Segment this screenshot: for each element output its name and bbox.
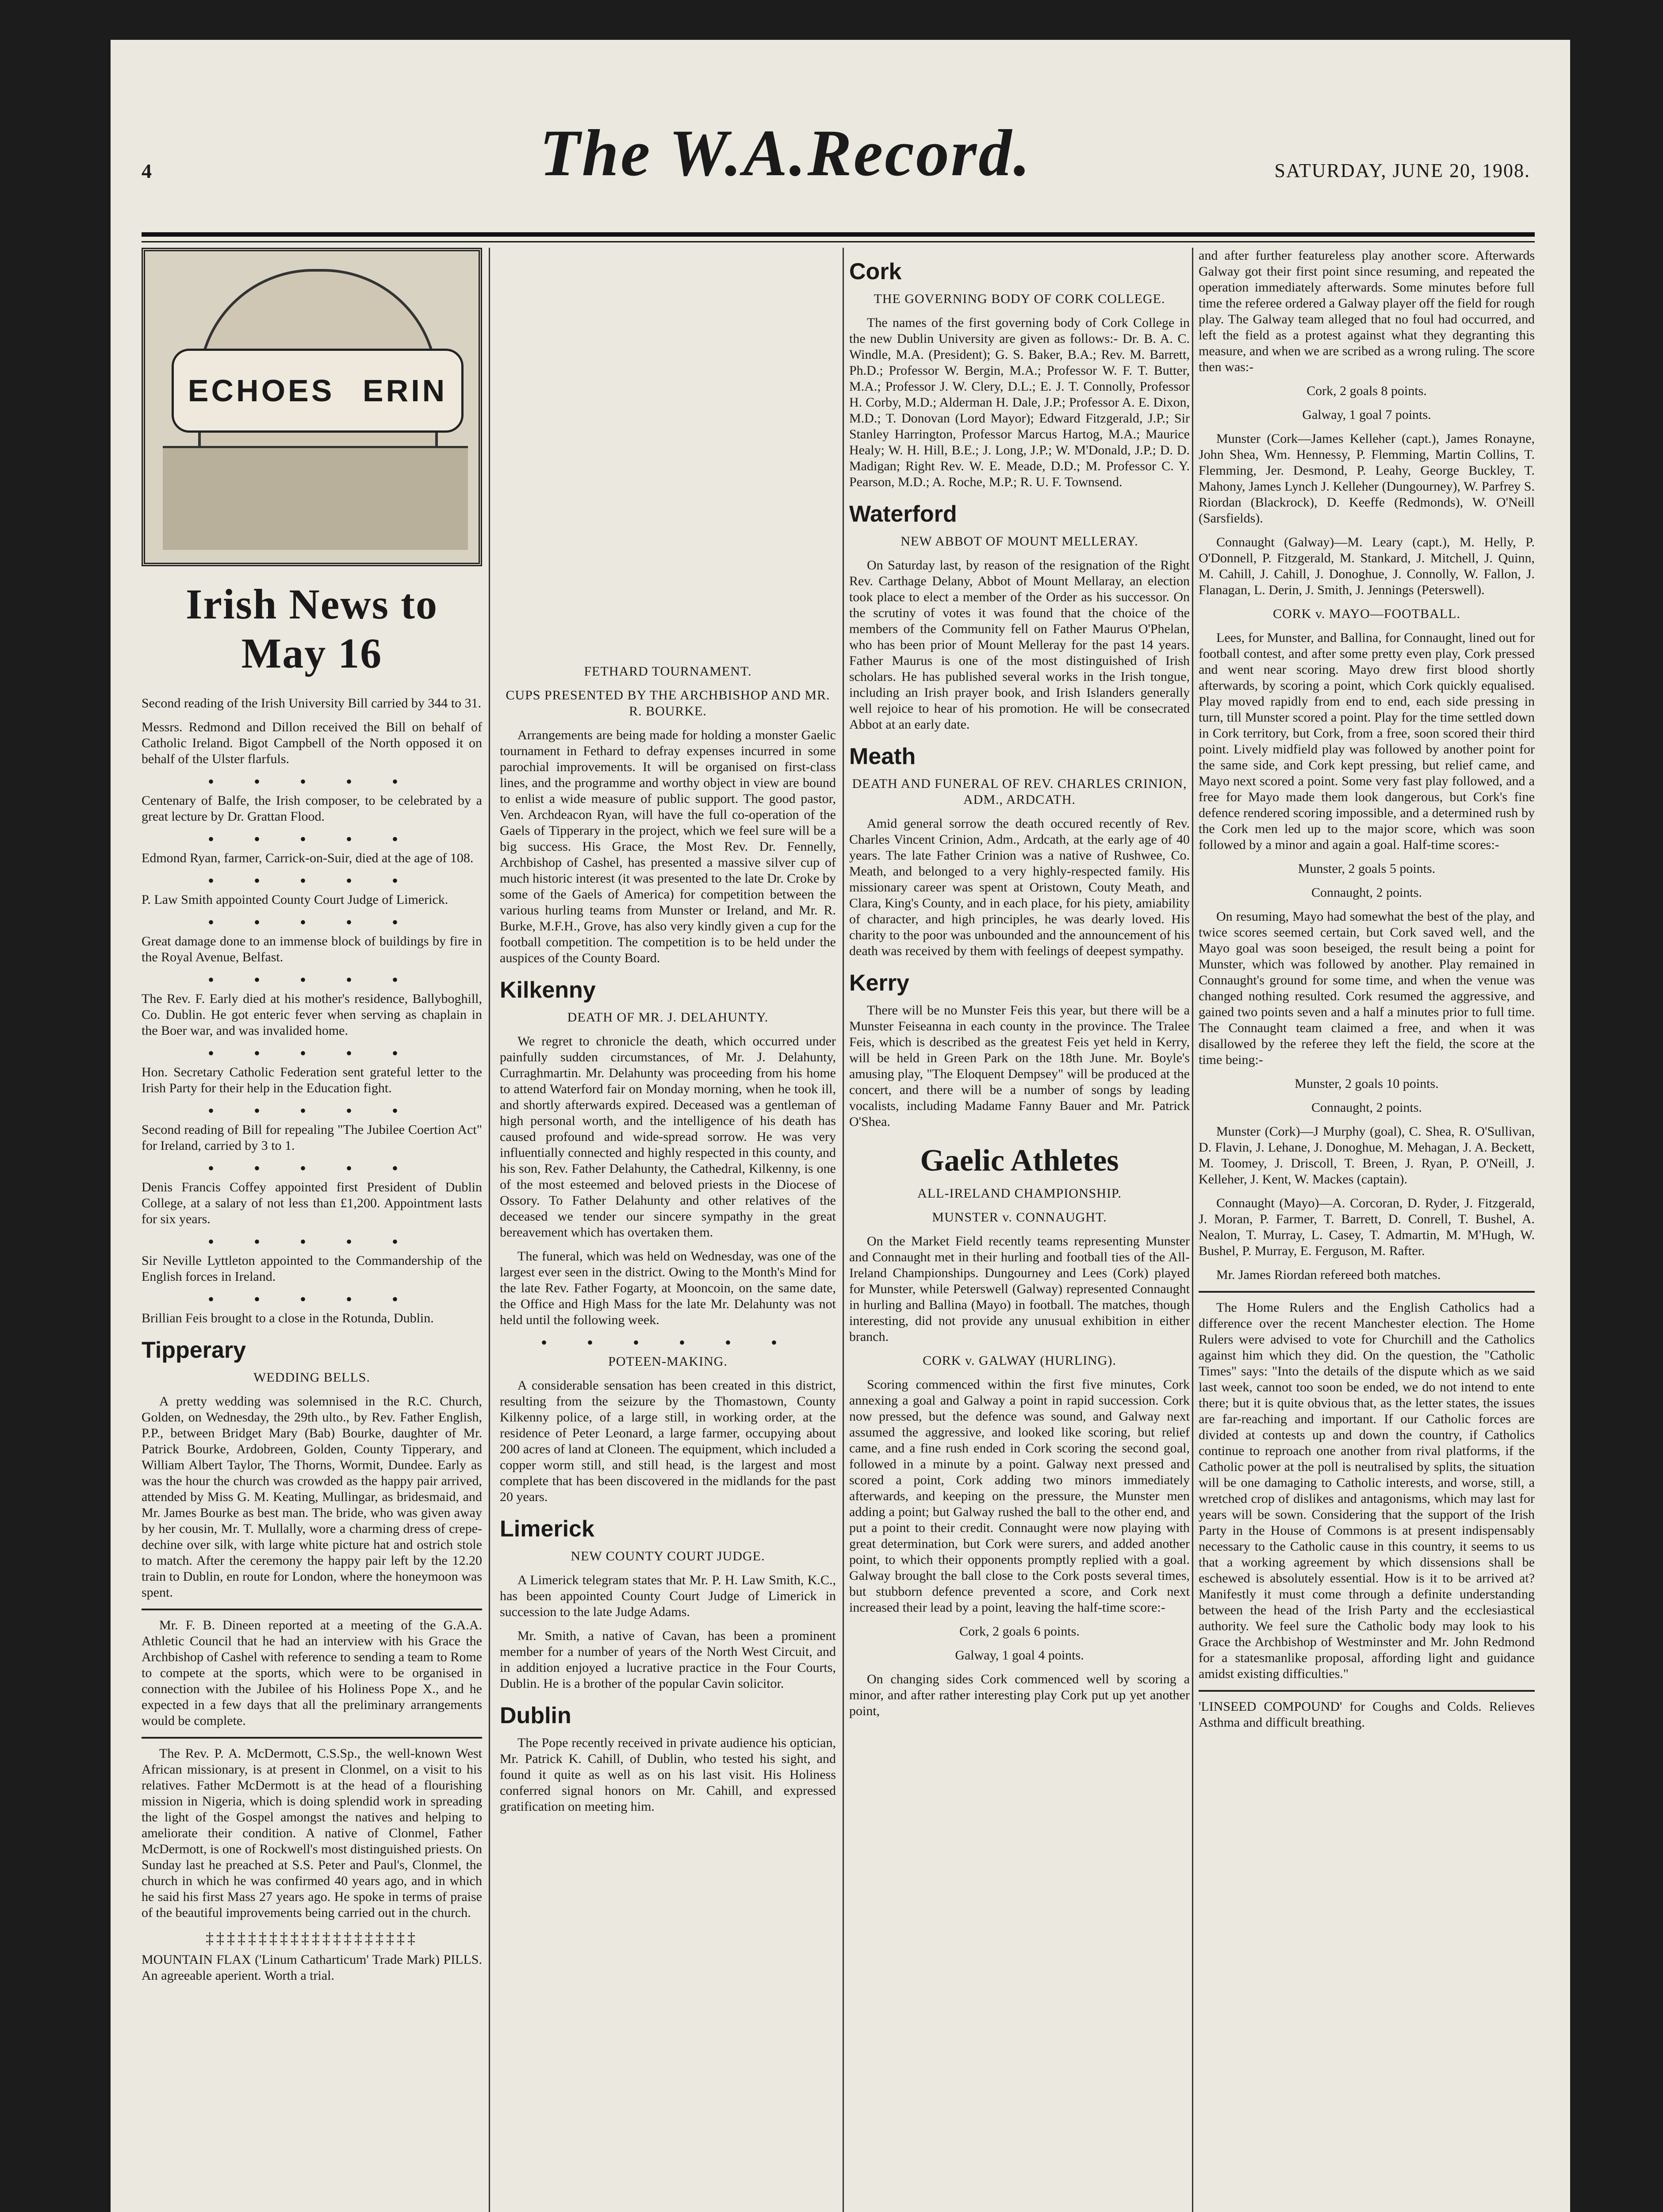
article-paragraph: On changing sides Cork commenced well by scoring a minor, and after rather interesting play Cork put up yet another point, bbox=[849, 1672, 1190, 1718]
county-heading-dublin: Dublin bbox=[500, 1703, 571, 1728]
news-item: Messrs. Redmond and Dillon received the Bill on behalf of Catholic Ireland. Bigot Campbell of the North opposed it on behalf of the Ulster flarfuls. bbox=[142, 720, 482, 766]
section-heading: Irish News to May 16 bbox=[186, 580, 438, 677]
county-heading-limerick: Limerick bbox=[500, 1516, 594, 1542]
illustration-landscape bbox=[163, 446, 468, 550]
article-paragraph: We regret to chronicle the death, which occurred under painfully sudden circumstances, of Mr. J. Delahunty, Curraghmartin. Mr. Delahunty was proceeding from his home to attend Waterford fair on Monday morning, when he took ill, and shortly afterwards expired. Deceased was a gentleman of high personal worth, and the intelligence of his death has caused profound and wide-spread sorrow. He was very influentially connected and highly respected in this county, and his son, Rev. Father Delahunty, the Cathedral, Kilkenny, is one of the most esteemed and beloved priests in the Diocese of Ossory. To Father Delahunty and other relatives of the deceased we tender our sincere sympathy in the great bereavement which has overtaken them. bbox=[500, 1034, 836, 1240]
score-line: Cork, 2 goals 8 points. bbox=[1307, 384, 1427, 398]
ornamental-rule: ‡‡‡‡‡‡‡‡‡‡‡‡‡‡‡‡‡‡‡‡ bbox=[206, 1929, 418, 1947]
column-3 bbox=[849, 248, 1190, 1727]
article-paragraph: Arrangements are being made for holding a monster Gaelic tournament in Fethard to defray expenses incurred in some parochial improvements. It will be organised on first-class lines, and the programme and worthy object in view are bound to enlist a wide measure of public support. The good pastor, Ven. Archdeacon Ryan, will have the full co-operation of the Gaels of Tipperary in the project, which we feel sure will be a big success. His Grace, the Most Rev. Dr. Fennelly, Archbishop of Cashel, has presented a massive silver cup of much historic interest (it was presented to the late Dr. Croke by some of the Gaels of America) for competition between the various hurling teams from Munster or Ireland, and Mr. R. Burke, M.F.H., Grove, has also very kindly given a cup for the football competition. The competition is to be held under the auspices of the County Board. bbox=[500, 728, 836, 965]
article-paragraph: There will be no Munster Feis this year, but there will be a Munster Feiseanna in each county in the province. The Tralee Feis, which is described as the greatest Feis yet held in Kerry, will be held in Green Park on the 18th June. Mr. Boyle's amusing play, "The Eloquent Dempsey" will be produced at the concert, and there will be a number of songs by leading vocalists, including Madame Fanny Bauer and Mr. Patrick O'Shea. bbox=[849, 1003, 1190, 1129]
county-heading-kilkenny: Kilkenny bbox=[500, 977, 596, 1003]
article-divider bbox=[142, 1737, 482, 1739]
news-item: Edmond Ryan, farmer, Carrick-on-Suir, died at the age of 108. bbox=[142, 851, 474, 865]
news-item: P. Law Smith appointed County Court Judge of Limerick. bbox=[142, 892, 448, 907]
article-subheading: NEW ABBOT OF MOUNT MELLERAY. bbox=[900, 534, 1138, 549]
article-paragraph: and after further featureless play another score. Afterwards Galway got their first point since resuming, and repeated the operation immediately afterwards. Some minutes before full time the referee ordered a Galway player off the field for rough play. The Galway team alleged that no foul had occurred, and left the field as a protest against what they degranting this measure, and when we are scribed as a wrong ruling. The score then was:- bbox=[1199, 248, 1535, 374]
article-paragraph: Mr. Smith, a native of Cavan, has been a prominent member for a number of years of the North West Circuit, and in addition enjoyed a lucrative practice in the Four Courts, Dublin. He is a brother of the popular Cavin solicitor. bbox=[500, 1628, 836, 1691]
news-item: Great damage done to an immense block of buildings by fire in the Royal Avenue, Belfast. bbox=[142, 934, 482, 964]
news-item: Second reading of the Irish University Bill carried by 344 to 31. bbox=[142, 696, 482, 710]
advertisement: 'LINSEED COMPOUND' for Coughs and Colds. Relieves Asthma and difficult breathing. bbox=[1199, 1699, 1535, 1730]
article-divider bbox=[1199, 1690, 1535, 1692]
article-paragraph: A pretty wedding was solemnised in the R.C. Church, Golden, on Wednesday, the 29th ulto., by Rev. Father English, P.P., between Bridget Mary (Bab) Bourke, daughter of Mr. Patrick Bourke, Ardobreen, Golden, County Tipperary, and William Albert Taylor, The Thorns, Wormit, Dundee. Early as was the hour the church was crowded as the happy pair arrived, attended by Miss G. M. Keating, Mullingar, as bridesmaid, and Mr. James Bourke as best man. The bride, who was given away by her cousin, Mr. T. Mullally, wore a charming dress of crepe-dechine over silk, with large white picture hat and ostrich stole to match. After the ceremony the happy pair left by the 12.20 train to Dublin, en route for London, where the honeymoon was spent. bbox=[142, 1394, 482, 1600]
article-subheading: CORK v. GALWAY (HURLING). bbox=[923, 1353, 1116, 1368]
article-paragraph: The funeral, which was held on Wednesday, was one of the largest ever seen in the district. Owing to the Month's Mind for the late Rev. Father Fogarty, at Mooncoin, on the same date, the Office and High Mass for the late Mr. Delahunty was not held until the following week. bbox=[500, 1249, 836, 1327]
county-heading-kerry: Kerry bbox=[849, 970, 909, 996]
column-divider bbox=[489, 248, 490, 2212]
article-paragraph: Scoring commenced within the first five minutes, Cork annexing a goal and Galway a point in rapid succession. Cork now pressed, but the defence was sound, and Galway next assumed the aggressive, and looked like scoring, but relief came, and a fine rush ended in Cork scoring the second goal, followed in a minute by a point. Galway next pressed and scored a point, Cork adding two minors immediately afterwards, and keeping on the pressure, the Munster men adding a point; but Galway rushed the ball to the other end, and put a point to their credit. Connaught were now playing with great determination, but Cork were surers, and added another point, to which their opponents promptly replied with a goal. Galway brought the ball close to the Cork posts several times, but stubborn defence prevented a score, and Cork next increased their lead by a point, leaving the half-time score:- bbox=[849, 1377, 1190, 1615]
article-paragraph: Mr. F. B. Dineen reported at a meeting of the G.A.A. Athletic Council that he had an interview with his Grace the Archbishop of Cashel with reference to sending a team to Rome to compete at the sports, which were to be organised in connection with the Jubilee of his Holiness Pope X., and he expected in a few days that all the preliminary arrangements would be complete. bbox=[142, 1618, 482, 1728]
separator-dots: • • • • • bbox=[207, 912, 416, 932]
score-line: Cork, 2 goals 6 points. bbox=[959, 1624, 1080, 1639]
score-line: Galway, 1 goal 7 points. bbox=[1302, 407, 1431, 422]
article-divider bbox=[142, 1609, 482, 1610]
column-divider bbox=[1192, 248, 1193, 2212]
article-subheading: MUNSTER v. CONNAUGHT. bbox=[932, 1210, 1107, 1225]
news-item: Sir Neville Lyttleton appointed to the Commandership of the English forces in Ireland. bbox=[142, 1253, 482, 1284]
article-paragraph: Lees, for Munster, and Ballina, for Connaught, lined out for football contest, and after some pretty even play, Cork pressed and went near scoring. Mayo drew first blood shortly afterwards, by scoring a point, which Cork quickly equalised. Play moved rapidly from end to end, each side pressing in turn, till Munster scored a point. Play for the time settled down in Cork territory, but Cork, from a free, soon scored their third point. Lively midfield play was followed by another point for the same side, and Cork kept pressing, but relief came, and Mayo next scored a point. Some very fast play followed, and a free for Mayo made them look dangerous, but Cork's fine defence rendered scoring impossible, and a determined rush by the Cork men led up to the major score, which was soon followed by a minor and again a goal. Half-time scores:- bbox=[1199, 630, 1535, 852]
article-subheading: FETHARD TOURNAMENT. bbox=[584, 664, 752, 679]
article-paragraph: Amid general sorrow the death occured recently of Rev. Charles Vincent Crinion, Adm., Ardcath, at the early age of 40 years. The late Father Crinion was a native of Rushwee, Co. Meath, and belonged to a very highly-respected family. His missionary career was spent at Oristown, Couty Meath, and Clara, King's County, and in each place, for his piety, amiability of character, and high principles, he was dearly loved. His charity to the poor was unbounded and the announcement of his death was received by them with feelings of deepest sympathy. bbox=[849, 816, 1190, 958]
echoes-of-erin-illustration bbox=[142, 248, 482, 566]
county-heading-meath: Meath bbox=[849, 744, 916, 769]
advertisement: MOUNTAIN FLAX ('Linum Catharticum' Trade Mark) PILLS. An agreeable aperient. Worth a trial. bbox=[142, 1952, 482, 1983]
page-number: 4 bbox=[142, 160, 152, 182]
score-line: Connaught, 2 points. bbox=[1311, 885, 1422, 900]
article-subheading: CORK v. MAYO—FOOTBALL. bbox=[1273, 607, 1460, 621]
news-item: Centenary of Balfe, the Irish composer, to be celebrated by a great lecture by Dr. Grattan Flood. bbox=[142, 793, 482, 824]
news-item: Brillian Feis brought to a close in the Rotunda, Dublin. bbox=[142, 1311, 434, 1325]
section-heading-athletics: Gaelic Athletes bbox=[920, 1144, 1119, 1178]
article-subheading: ALL-IRELAND CHAMPIONSHIP. bbox=[917, 1186, 1122, 1201]
county-heading-tipperary: Tipperary bbox=[142, 1337, 246, 1363]
masthead bbox=[142, 106, 1535, 217]
separator-dots: • • • • • bbox=[207, 871, 416, 891]
column-divider bbox=[843, 248, 844, 2212]
team-list: Connaught (Galway)—M. Leary (capt.), M. Helly, P. O'Donnell, P. Fitzgerald, M. Stankard, J. Mitchell, J. Quinn, M. Cahill, J. Cahill, J. Donoghue, J. Connolly, W. Fallon, J. Flanagan, L. Derin, J. Smith, J. Jennings (Peterswell). bbox=[1199, 535, 1535, 597]
article-paragraph: On the Market Field recently teams representing Munster and Connaught met in their hurling and football ties of the All-Ireland Championships. Dungourney and Lees (Cork) played for Munster, while Peterswell (Galway) represented Connaught in hurling and Ballina (Mayo) in football. The matches, though interesting, did not provide any unusual exhibition in either branch. bbox=[849, 1234, 1190, 1344]
article-paragraph: On resuming, Mayo had somewhat the best of the play, and twice scores seemed certain, but Cork saved well, and the Mayo goal was soon beseiged, the result being a point for Munster, which was followed by another. Play remained in Connaught's ground for some time, and when the venue was changed nothing resulted. Cork resumed the aggressive, and gained two points seven and a half a minutes prior to full time. The Connaught team claimed a free, and when it was disallowed by the referee they left the field, the score at the time being:- bbox=[1199, 909, 1535, 1067]
score-line: Munster, 2 goals 5 points. bbox=[1298, 861, 1436, 876]
score-line: Connaught, 2 points. bbox=[1311, 1100, 1422, 1115]
column-2 bbox=[500, 659, 836, 1823]
newspaper-title: The W.A.Record. bbox=[540, 116, 1032, 190]
article-paragraph: Mr. James Riordan refereed both matches. bbox=[1216, 1267, 1441, 1282]
article-subheading: DEATH OF MR. J. DELAHUNTY. bbox=[567, 1010, 769, 1025]
newspaper-page bbox=[111, 40, 1570, 2212]
separator-dots: • • • • • bbox=[207, 1289, 416, 1309]
article-subheading: NEW COUNTY COURT JUDGE. bbox=[571, 1549, 765, 1563]
news-item: Denis Francis Coffey appointed first President of Dublin College, at a salary of not less than £1,200. Appointment lasts for six years. bbox=[142, 1180, 482, 1226]
score-line: Munster, 2 goals 10 points. bbox=[1295, 1076, 1439, 1091]
article-divider bbox=[1199, 1291, 1535, 1293]
article-paragraph: The Pope recently received in private audience his optician, Mr. Patrick K. Cahill, of Dublin, who tested his sight, and found it quite as well as on his last visit. His Holiness conferred signal honors on Mr. Cahill, and expressed gratification on meeting him. bbox=[500, 1736, 836, 1814]
county-heading-cork: Cork bbox=[849, 259, 902, 284]
team-list: Munster (Cork)—J Murphy (goal), C. Shea, R. O'Sullivan, D. Flavin, J. Lehane, J. Donoghue, M. Mehagan, J. A. Beckett, M. Toomey, J. Driscoll, T. Breen, J. Ryan, P. O'Neill, J. Kelleher, J. Kent, W. Mackes (captain). bbox=[1199, 1124, 1535, 1187]
article-paragraph: A Limerick telegram states that Mr. P. H. Law Smith, K.C., has been appointed County Court Judge of Limerick in succession to the late Judge Adams. bbox=[500, 1573, 836, 1619]
team-list: Munster (Cork—James Kelleher (capt.), James Ronayne, John Shea, Wm. Hennessy, P. Flemming, Martin Collins, T. Flemming, Jer. Desmond, P. Leahy, George Buckley, T. Mahony, James Lynch J. Kelleher (Dungourney), W. Parfrey S. Riordan (Blackrock), D. Keeffe (Redmonds), W. O'Neill (Sarsfields). bbox=[1199, 431, 1535, 526]
banner-word: ECHOES bbox=[188, 373, 335, 408]
masthead-rule-thin bbox=[142, 241, 1535, 242]
news-item: Hon. Secretary Catholic Federation sent grateful letter to the Irish Party for their help in the Education fight. bbox=[142, 1065, 482, 1095]
separator-dots: • • • • • bbox=[207, 829, 416, 849]
separator-dots: • • • • • bbox=[207, 1158, 416, 1178]
article-paragraph: The Home Rulers and the English Catholics had a difference over the recent Manchester election. The Home Rulers were advised to vote for Churchill and the Catholics against him which they did. On the question, the "Catholic Times" says: "Into the details of the dispute which as we said last week, cannot too soon be ended, we do not intend to ente there; but it is quite obvious that, as the letter states, the issues are far-reaching and important. If our Catholic forces are divided at contests up and down the country, if Catholics continue to reproach one another from rival platforms, if the Catholic power at the poll is neutralised by splits, the situation will be one damaging to Catholic interests, and worse, still, a wretched crop of dislikes and antagonisms, which may last for years will be sown. Considering that the support of the Irish Party in the House of Commons is at present indispensably necessary to the Catholic cause in this country, it seems to us that a working agreement by which dissensions shall be eschewed is absolutely essential. How is it to be arrived at? Manifestly it must come through a definite understanding between the head of the Irish Party and the ecclesiastical authority. We feel sure the Catholic body may look to his Grace the Archbishop of Westminster and Mr. John Redmond for a statesmanlike proposal, affording light and guidance amidst existing difficulties." bbox=[1199, 1300, 1535, 1681]
article-subheading: POTEEN-MAKING. bbox=[608, 1354, 728, 1369]
separator-dots: • • • • • bbox=[207, 772, 416, 791]
article-subheading: WEDDING BELLS. bbox=[253, 1370, 370, 1385]
article-paragraph: On Saturday last, by reason of the resignation of the Right Rev. Carthage Delany, Abbot of Mount Mellaray, an election took place to elect a member of the Order as his successor. On the scrutiny of votes it was found that the choice of the members of the Community fell on Father Maurus O'Phelan, who has been prior of Mount Melleray for the past 14 years. Father Maurus is one of the most distinguished of Irish scholars. He has published several works in the Irish tongue, including an Irish prayer book, and Irish Islanders generally well rejoice to hear of his promotion. He will be consecrated Abbot at an early date. bbox=[849, 558, 1190, 732]
article-subheading: DEATH AND FUNERAL OF REV. CHARLES CRINION, ADM., ARDCATH. bbox=[852, 776, 1187, 807]
county-heading-waterford: Waterford bbox=[849, 501, 957, 527]
banner-word: ERIN bbox=[362, 373, 448, 408]
issue-date: SATURDAY, JUNE 20, 1908. bbox=[1274, 160, 1530, 181]
separator-dots: • • • • • bbox=[207, 1043, 416, 1063]
article-paragraph: A considerable sensation has been created in this district, resulting from the seizure by the Thomastown, County Kilkenny police, of a large still, in working order, at the residence of Peter Leonard, a large farmer, occupying about 200 acres of land at Cloneen. The equipment, which included a copper worm still, and still head, is the largest and most complete that has been discovered in the midlands for the past 20 years. bbox=[500, 1378, 836, 1504]
news-item: The Rev. F. Early died at his mother's residence, Ballyboghill, Co. Dublin. He got enteric fever when serving as chaplain in the Boer war, and was invalided home. bbox=[142, 991, 482, 1038]
separator-dots: • • • • • bbox=[207, 970, 416, 990]
article-paragraph: The names of the first governing body of Cork College in the new Dublin University are given as follows:- Dr. B. A. C. Windle, M.A. (President); G. S. Baker, B.A.; Rev. M. Barrett, Ph.D.; Professor W. Bergin, M.A.; Professor W. F. T. Butter, M.A.; Professor J. W. Clery, D.L.; E. J. T. Connolly, Professor H. Corby, M.D.; Alderman H. Dale, J.P.; Professor A. E. Dixon, M.D.; T. Donovan (Lord Mayor); Edward Fitzgerald, J.P.; Sir Stanley Harrington, Professor Marcus Hartog, M.A.; Maurice Healy; W. H. Hill, B.E.; J. Long, J.P.; W. M'Donald, J.P.; D. D. Madigan; Right Rev. W. E. Meade, D.D.; M. Professor C. Y. Pearson, M.D.; A. Roche, M.P.; R. U. F. Townsend. bbox=[849, 315, 1190, 489]
separator-dots: • • • • • • bbox=[540, 1333, 795, 1352]
article-subheading: CUPS PRESENTED BY THE ARCHBISHOP AND MR. R. BOURKE. bbox=[506, 688, 830, 718]
separator-dots: • • • • • bbox=[207, 1232, 416, 1252]
team-list: Connaught (Mayo)—A. Corcoran, D. Ryder, J. Fitzgerald, J. Moran, P. Farmer, T. Barrett, D. Conrell, T. Bushel, A. Nealon, T. Murray, L. Casey, T. Admartin, M. M'Hugh, W. Bushel, P. Murray, E. Ferguson, M. Rafter. bbox=[1199, 1196, 1535, 1258]
separator-dots: • • • • • bbox=[207, 1101, 416, 1121]
news-item: Second reading of Bill for repealing "The Jubilee Coertion Act" for Ireland, carried by 3 to 1. bbox=[142, 1122, 482, 1153]
article-paragraph: The Rev. P. A. McDermott, C.S.Sp., the well-known West African missionary, is at present in Clonmel, on a visit to his relatives. Father McDermott is at the head of a flourishing mission in Nigeria, which is doing splendid work in spreading the light of the Gospel amongst the natives and helping to ameliorate their condition. A native of Clonmel, Father McDermott, is one of Rockwell's most distinguished priests. On Sunday last he preached at S.S. Peter and Paul's, Clonmel, the church in which he was confirmed 40 years ago, and in which he said his first Mass 27 years ago. He spoke in terms of praise of the beautiful improvements being carried out in the church. bbox=[142, 1746, 482, 1920]
column-4 bbox=[1199, 248, 1535, 1739]
banner-scroll bbox=[172, 349, 464, 433]
column-1 bbox=[142, 248, 482, 1992]
article-subheading: THE GOVERNING BODY OF CORK COLLEGE. bbox=[874, 292, 1165, 306]
score-line: Galway, 1 goal 4 points. bbox=[955, 1648, 1084, 1663]
masthead-rule bbox=[142, 232, 1535, 237]
